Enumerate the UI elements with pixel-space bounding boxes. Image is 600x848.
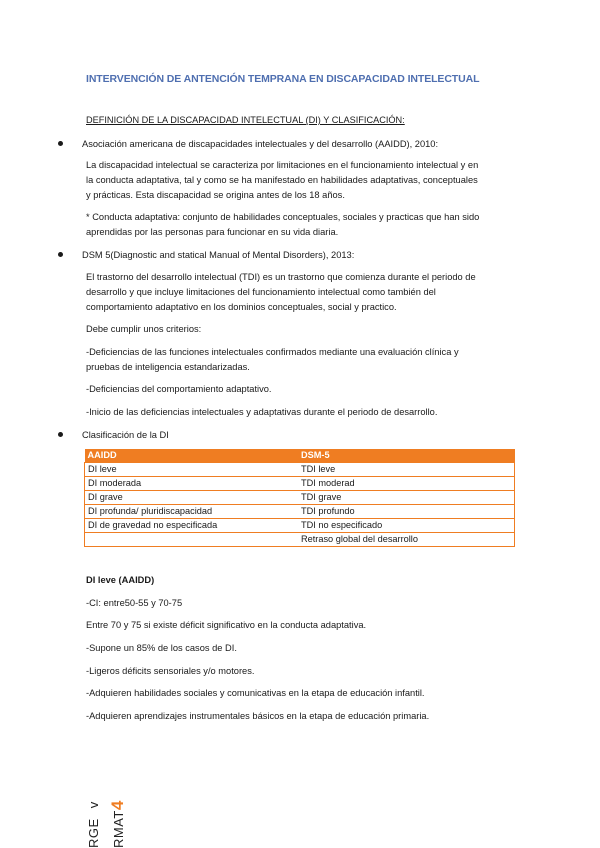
dsm-line: comportamiento adaptativo en los dominios conceptuales, social y practico. <box>86 302 397 312</box>
bullet-icon <box>58 252 63 257</box>
di-leve-line: -Ligeros déficits sensoriales y/o motores. <box>86 666 255 676</box>
criterion-3: -Inicio de las deficiencias intelectuales y adaptativas durante el periodo de desarrollo. <box>86 407 438 417</box>
aaidd-definition <box>86 158 514 203</box>
watermark-right: RMAT <box>111 810 126 848</box>
bullet-icon <box>58 432 63 437</box>
aaidd-heading: Asociación americana de discapacidades intelectuales y del desarrollo (AAIDD), 2010: <box>82 139 439 149</box>
table-header-row <box>85 449 515 463</box>
criterion-line: pruebas de inteligencia estandarizadas. <box>86 362 250 372</box>
table-cell: TDI moderad <box>298 477 515 491</box>
dsm-heading: DSM 5(Diagnostic and statical Manual of Mental Disorders), 2013: <box>82 250 355 260</box>
di-leve-line: -CI: entre50-55 y 70-75 <box>86 598 183 608</box>
watermark-mark: v <box>86 801 101 809</box>
table-cell: DI grave <box>85 491 299 505</box>
table-cell: TDI profundo <box>298 505 515 519</box>
di-leve-line: -Adquieren aprendizajes instrumentales básicos en la etapa de educación primaria. <box>86 711 430 721</box>
bullet-icon <box>58 141 63 146</box>
table-cell: TDI leve <box>298 463 515 477</box>
table-cell: DI de gravedad no especificada <box>85 519 299 533</box>
bullet-aaidd <box>58 137 438 152</box>
table-cell <box>85 533 299 547</box>
watermark-left-text <box>86 801 101 848</box>
aaidd-line: y prácticas. Esta discapacidad se origina antes de los 18 años. <box>86 190 345 200</box>
di-leve-line: -Adquieren habilidades sociales y comunicativas en la etapa de educación infantil. <box>86 688 425 698</box>
column-header-dsm5: DSM-5 <box>298 449 515 463</box>
table-row <box>85 533 515 547</box>
aaidd-line: la conducta adaptativa, tal y como se ha manifestado en habilidades adaptativas, conceptuales <box>86 175 478 185</box>
document-title: INTERVENCIÓN DE ANTENCIÓN TEMPRANA EN DISCAPACIDAD INTELECTUAL <box>86 73 480 85</box>
bullet-classification <box>58 428 169 443</box>
table-row <box>85 491 515 505</box>
aaidd-line: La discapacidad intelectual se caracteriza por limitaciones en el funcionamiento intelectual y en <box>86 160 479 170</box>
table-cell: TDI no especificado <box>298 519 515 533</box>
table-cell: Retraso global del desarrollo <box>298 533 515 547</box>
note-line: * Conducta adaptativa: conjunto de habilidades conceptuales, sociales y practicas que han sido <box>86 212 480 222</box>
table-cell: DI moderada <box>85 477 299 491</box>
di-leve-line: -Supone un 85% de los casos de DI. <box>86 643 237 653</box>
dsm-line: desarrollo y que incluye limitaciones del funcionamiento intelectual como también del <box>86 287 436 297</box>
table-row <box>85 519 515 533</box>
criterion-2: -Deficiencias del comportamiento adaptativo. <box>86 384 272 394</box>
column-header-aaidd: AAIDD <box>85 449 299 463</box>
table-row <box>85 505 515 519</box>
criterion-1 <box>86 345 514 375</box>
di-leve-heading: DI leve (AAIDD) <box>86 575 155 585</box>
bullet-dsm <box>58 248 354 263</box>
watermark-left: RGE <box>86 818 101 848</box>
table-row <box>85 477 515 491</box>
criteria-intro: Debe cumplir unos criterios: <box>86 324 202 334</box>
note-line: aprendidas por las personas para funcionar en su vida diaria. <box>86 227 339 237</box>
dsm-definition <box>86 270 514 315</box>
section-subtitle: DEFINICIÓN DE LA DISCAPACIDAD INTELECTUAL (DI) Y CLASIFICACIÓN: <box>86 115 405 125</box>
criterion-line: -Deficiencias de las funciones intelectuales confirmados mediante una evaluación clínica y <box>86 347 459 357</box>
table-row <box>85 463 515 477</box>
table-cell: DI profunda/ pluridiscapacidad <box>85 505 299 519</box>
table-cell: DI leve <box>85 463 299 477</box>
classification-table <box>84 449 515 547</box>
table-cell: TDI grave <box>298 491 515 505</box>
adaptive-conduct-note <box>86 210 514 240</box>
watermark-accent: 4 <box>108 800 127 811</box>
dsm-line: El trastorno del desarrollo intelectual (TDI) es un trastorno que comienza durante el periodo de <box>86 272 476 282</box>
di-leve-line: Entre 70 y 75 si existe déficit significativo en la conducta adaptativa. <box>86 620 367 630</box>
watermark-right-text <box>110 800 126 848</box>
side-watermark <box>84 800 144 848</box>
classification-heading: Clasificación de la DI <box>82 430 169 440</box>
